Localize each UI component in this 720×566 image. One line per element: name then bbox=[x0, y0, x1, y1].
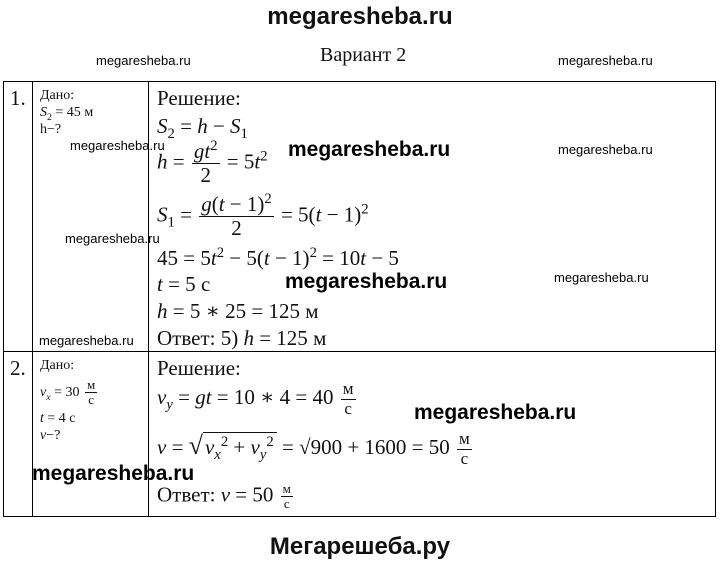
given-find: h−? bbox=[40, 122, 62, 137]
watermark: megaresheba.ru bbox=[96, 53, 191, 68]
watermark: megaresheba.ru bbox=[70, 138, 165, 153]
given-value: $v_x = 30$ $\frac{м}{с}$ bbox=[40, 377, 96, 408]
row-divider bbox=[3, 351, 716, 352]
variant-title: Вариант 2 bbox=[320, 44, 407, 66]
equation: $v_y$ = gt = 10 ∗ 4 = 40 $\frac{м}{с}$ bbox=[157, 379, 354, 418]
watermark: megaresheba.ru bbox=[558, 142, 653, 157]
given-label: Дано: bbox=[40, 358, 75, 373]
equation: h = $\frac{gt^2}{2}$ = $5t^2$ bbox=[157, 138, 268, 188]
given-find: v−? bbox=[40, 427, 61, 443]
watermark: megaresheba.ru bbox=[558, 53, 653, 68]
solution-label: Решение: bbox=[157, 356, 241, 380]
given-label: Дано: bbox=[40, 88, 75, 103]
given-value: $S_2 = 45$ м bbox=[40, 105, 94, 123]
given-block bbox=[40, 357, 99, 444]
table-left-border bbox=[3, 81, 4, 517]
equation: t = 5 с bbox=[157, 272, 211, 296]
footer-title: Мегарешеба.ру bbox=[269, 533, 451, 560]
solution-label: Решение: bbox=[157, 86, 241, 110]
watermark: megaresheba.ru bbox=[285, 270, 448, 293]
table-bottom-border bbox=[3, 516, 716, 517]
watermark: megaresheba.ru bbox=[414, 401, 577, 424]
watermark: megaresheba.ru bbox=[554, 270, 649, 285]
watermark: megaresheba.ru bbox=[39, 333, 134, 348]
column-divider-number bbox=[32, 81, 33, 517]
watermark: megaresheba.ru bbox=[288, 138, 451, 161]
problem-number: 2. bbox=[10, 356, 26, 380]
answer: Ответ: 5) h = 125 м bbox=[157, 326, 327, 350]
watermark: megaresheba.ru bbox=[65, 231, 160, 246]
answer: Ответ: v = 50 $\frac{м}{с}$ bbox=[157, 481, 291, 512]
site-title: megaresheba.ru bbox=[267, 3, 453, 30]
table-right-border bbox=[715, 81, 716, 517]
equation: $v = √v_x^2 + v_y^2 = √900 + 1600 = 50$ $\frac{м}{с}$ bbox=[157, 429, 470, 468]
given-value: t = 4 с bbox=[40, 410, 76, 426]
equation: $45 = 5t^2 - 5(t - 1)^2 = 10t - 5$ bbox=[157, 245, 399, 270]
equation: h = 5 ∗ 25 = 125 м bbox=[157, 299, 319, 323]
equation: $S_2 = h - S_1$ bbox=[157, 114, 248, 143]
table-top-border bbox=[3, 81, 716, 82]
equation: $S_1$ = $\frac{g(t - 1)^2}{2}$ = $5(t - 1)^2$ bbox=[157, 191, 369, 241]
problem-number: 1. bbox=[10, 86, 26, 110]
given-block bbox=[40, 87, 93, 138]
watermark: megaresheba.ru bbox=[32, 462, 195, 485]
